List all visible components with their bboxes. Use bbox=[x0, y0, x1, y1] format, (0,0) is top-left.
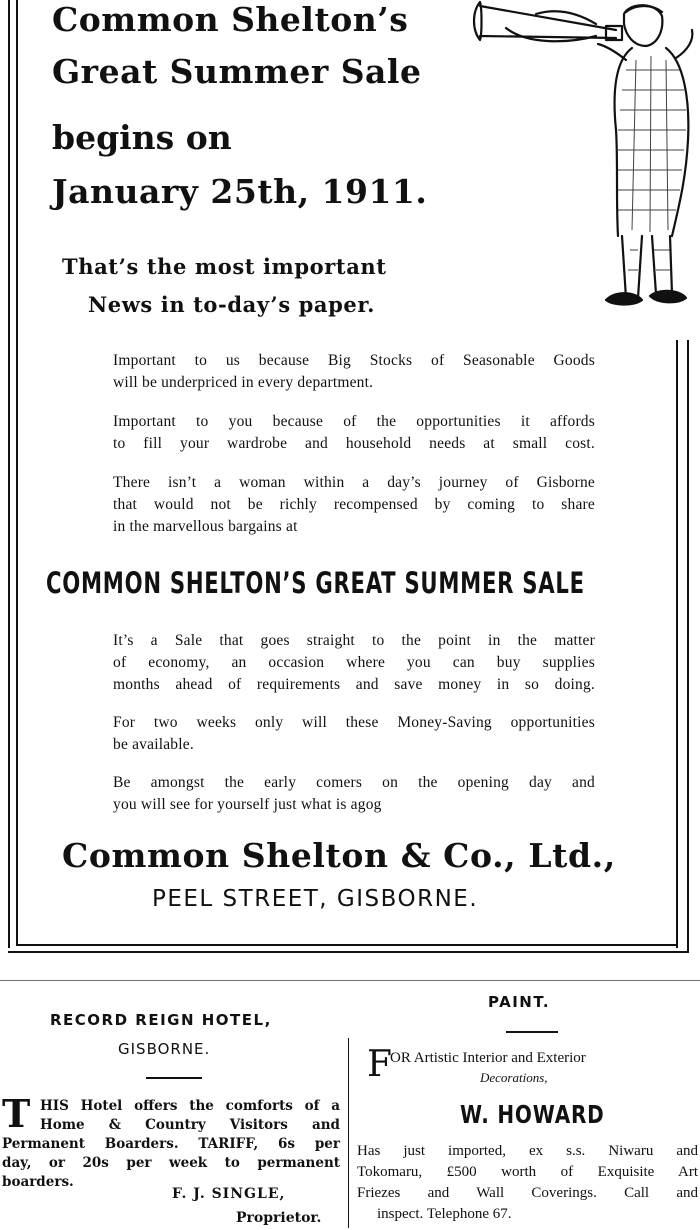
text-line: Be amongst the early comers on the opening day and bbox=[113, 774, 595, 791]
text-line: Tokomaru, £500 worth of Exquisite Art bbox=[357, 1164, 698, 1180]
text-line: in the marvellous bargains at bbox=[113, 518, 298, 535]
trumpeter-icon bbox=[466, 0, 698, 316]
headline-line-3: begins on bbox=[52, 118, 232, 157]
text-line: For two weeks only will these Money-Saving opportunities bbox=[113, 714, 595, 731]
text-line: It’s a Sale that goes straight to the point in the matter bbox=[113, 632, 595, 649]
firm-address: PEEL STREET, GISBORNE. bbox=[152, 886, 479, 912]
hotel-body bbox=[2, 1097, 340, 1192]
text-line: will be underpriced in every department. bbox=[113, 374, 374, 391]
text-line: Important to you because of the opportunities it affords bbox=[113, 413, 595, 430]
subhead-line-2: News in to-day’s paper. bbox=[88, 292, 376, 317]
hotel-town: GISBORNE. bbox=[118, 1040, 211, 1058]
hotel-name: RECORD REIGN HOTEL, bbox=[50, 1011, 272, 1029]
headline-line-4: January 25th, 1911. bbox=[52, 172, 428, 211]
text-line: Permanent Boarders. TARIFF, 6s per bbox=[2, 1136, 340, 1152]
text-line: inspect. Telephone 67. bbox=[377, 1206, 512, 1222]
page-column-rule bbox=[0, 980, 700, 981]
paint-line-1: OR Artistic Interior and Exterior bbox=[390, 1050, 586, 1066]
ads-column-divider bbox=[348, 1038, 349, 1228]
paint-heading: PAINT. bbox=[488, 993, 551, 1011]
paragraph-two-weeks bbox=[113, 712, 595, 756]
sale-border-bottom-inner bbox=[16, 944, 678, 946]
hotel-dropcap: T bbox=[2, 1091, 31, 1136]
text-line: months ahead of requirements and save money in so doing. bbox=[113, 676, 595, 693]
proprietor-name: F. J. SINGLE, bbox=[172, 1186, 286, 1202]
text-line: Important to us because Big Stocks of Seasonable Goods bbox=[113, 352, 595, 369]
text-line: day, or 20s per week to permanent bbox=[2, 1155, 340, 1171]
text-line: that would not be richly recompensed by coming to share bbox=[113, 496, 595, 513]
paint-body bbox=[357, 1141, 698, 1225]
text-line: Home & Country Visitors and bbox=[40, 1117, 340, 1133]
text-line: be available. bbox=[113, 736, 194, 753]
text-line: of economy, an occasion where you can buy supplies bbox=[113, 654, 595, 671]
paint-divider bbox=[506, 1031, 558, 1033]
text-line: boarders. bbox=[2, 1174, 74, 1190]
sale-banner: COMMON SHELTON’S GREAT SUMMER SALE bbox=[46, 566, 585, 600]
text-line: to fill your wardrobe and household needs at small cost. bbox=[113, 435, 595, 452]
text-line: Friezes and Wall Coverings. Call and bbox=[357, 1185, 698, 1201]
paragraph-important-to-you bbox=[113, 411, 595, 455]
sale-border-bottom-outer bbox=[8, 951, 689, 953]
text-line: you will see for yourself just what is agog bbox=[113, 796, 382, 813]
sale-border-left-outer bbox=[8, 0, 10, 948]
paint-merchant-name: W. HOWARD bbox=[460, 1100, 605, 1129]
proprietor-title: Proprietor. bbox=[236, 1210, 322, 1226]
paragraph-early-comers bbox=[113, 772, 595, 816]
paint-dropcap: F bbox=[367, 1044, 392, 1085]
firm-name: Common Shelton & Co., Ltd., bbox=[62, 836, 616, 875]
sale-border-left-inner bbox=[16, 0, 18, 945]
text-line: HIS Hotel offers the comforts of a bbox=[40, 1098, 340, 1114]
paragraph-important-to-us bbox=[113, 350, 595, 394]
paragraph-woman-gisborne bbox=[113, 472, 595, 538]
headline-line-2: Great Summer Sale bbox=[52, 52, 422, 91]
headline-line-1: Common Shelton’s bbox=[52, 0, 409, 39]
hotel-divider bbox=[146, 1077, 202, 1079]
text-line: There isn’t a woman within a day’s journey of Gisborne bbox=[113, 474, 595, 491]
paint-line-2: Decorations, bbox=[480, 1070, 548, 1085]
sale-border-right-inner bbox=[687, 340, 689, 952]
sale-border-right-outer bbox=[676, 340, 678, 948]
paragraph-sale-economy bbox=[113, 630, 595, 696]
text-line: Has just imported, ex s.s. Niwaru and bbox=[357, 1143, 698, 1159]
subhead-line-1: That’s the most important bbox=[62, 254, 387, 279]
